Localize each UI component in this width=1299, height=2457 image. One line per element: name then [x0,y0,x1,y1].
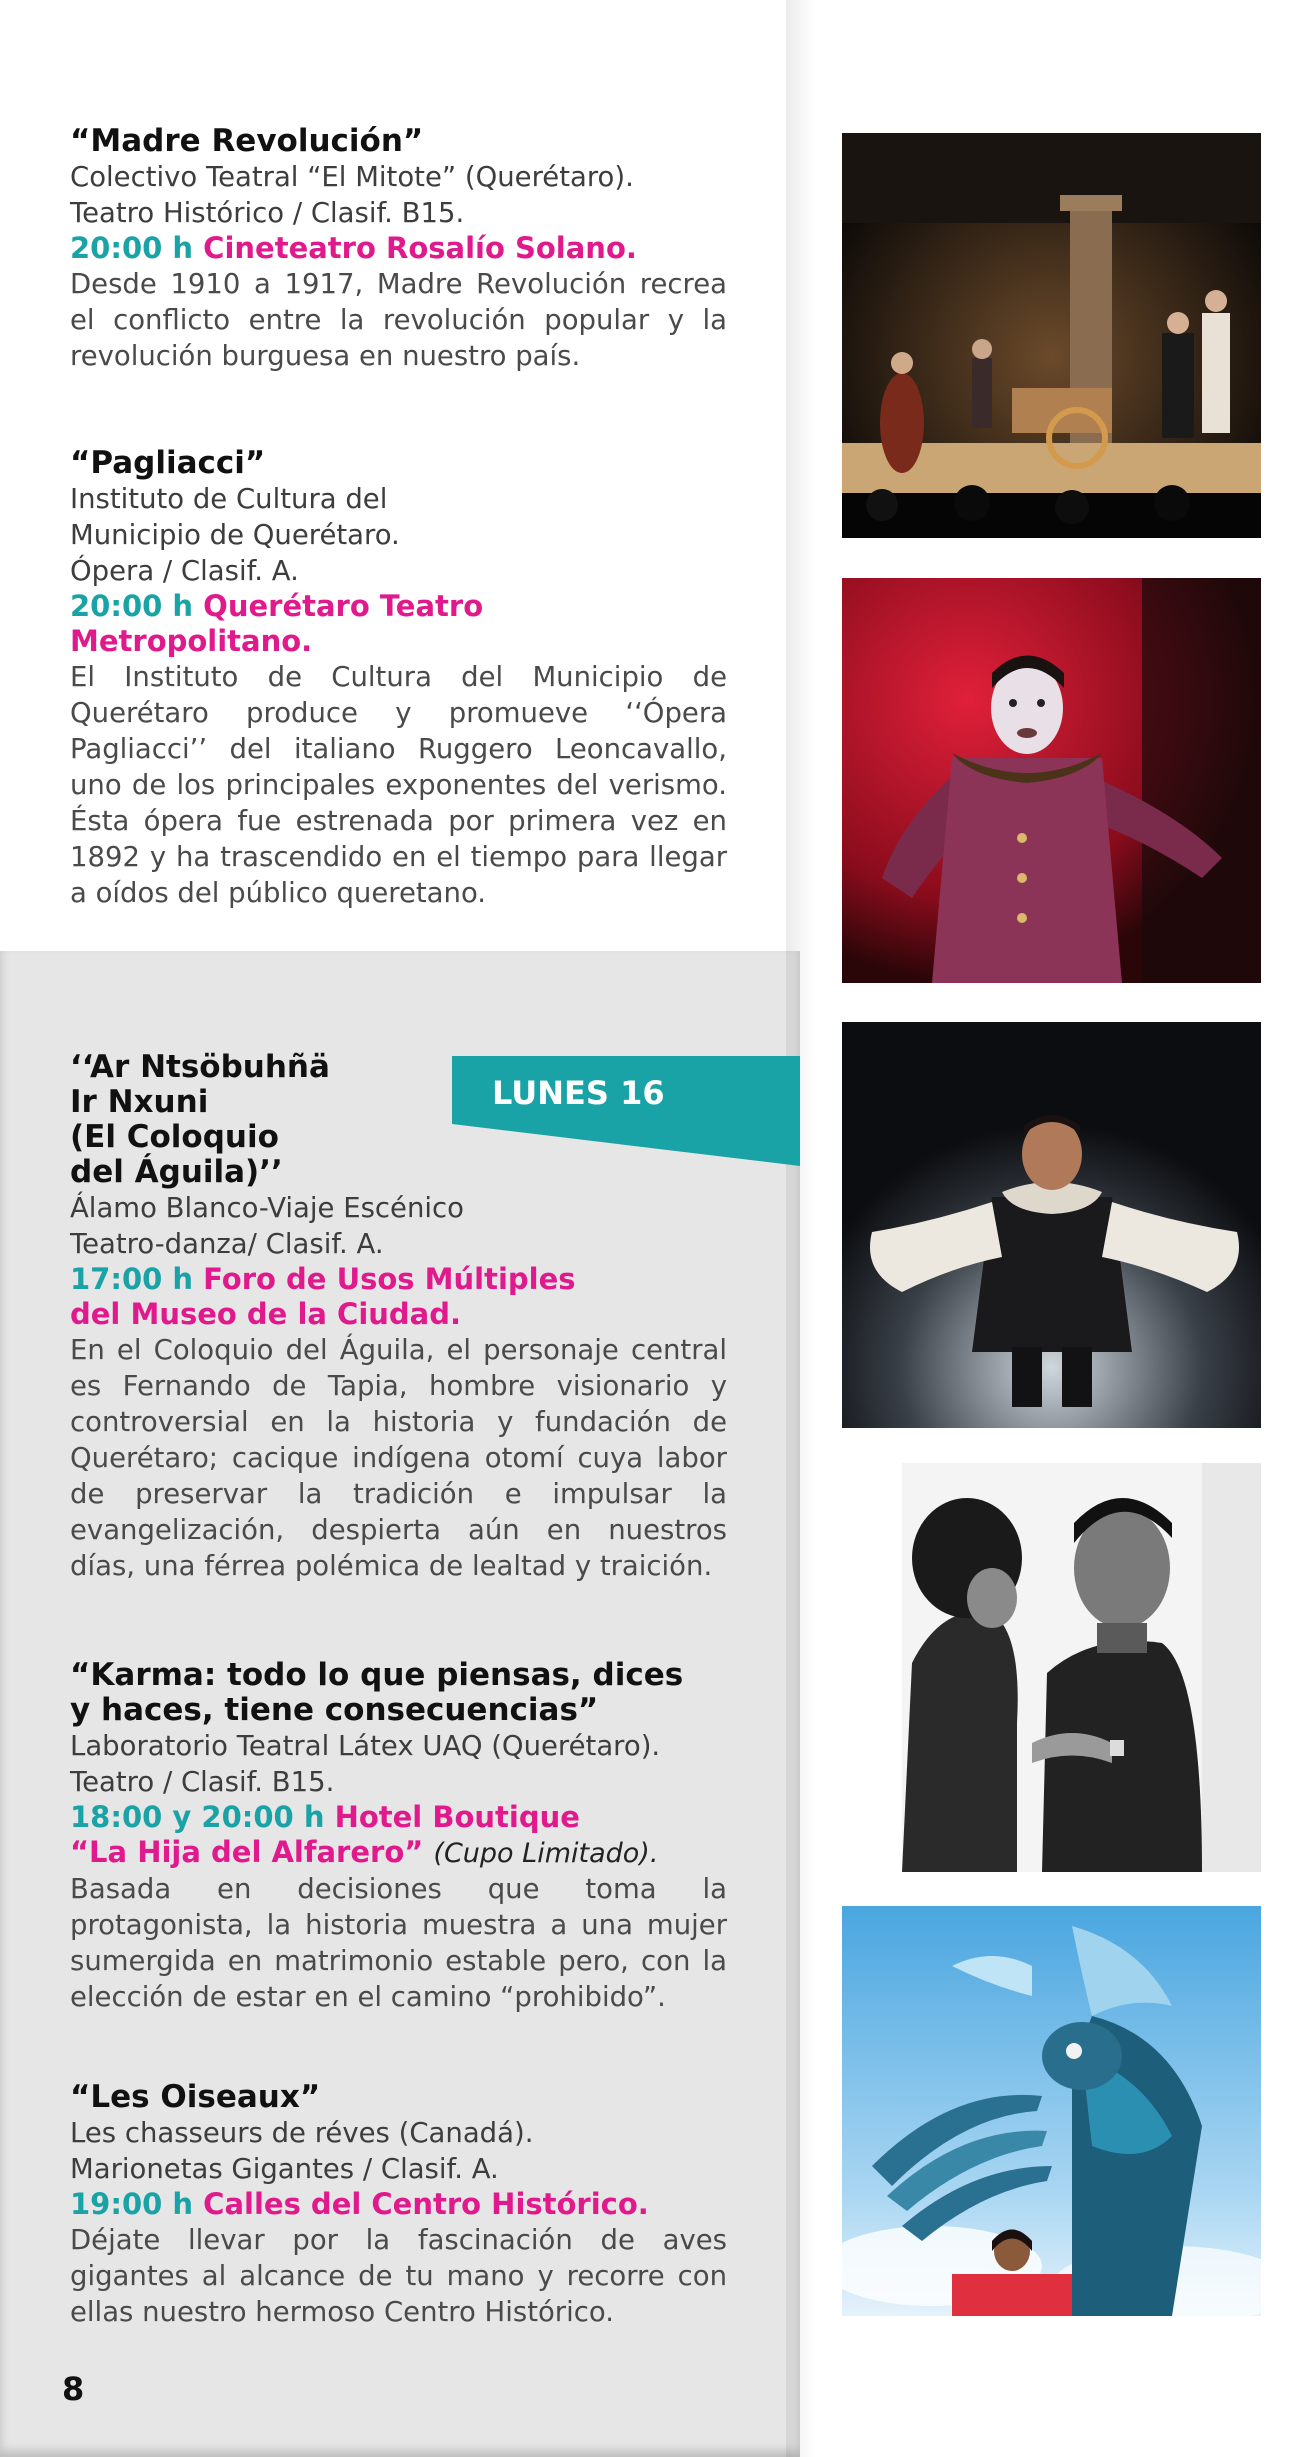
event-schedule-continued [70,1835,727,1871]
event-venue-line-1: Querétaro Teatro [203,589,484,623]
event-schedule [70,589,727,624]
event-karma [70,1658,727,2015]
event-description: El Instituto de Cultura del Municipio de Querétaro produce y promueve ‘‘Ópera Pagliacci’’ del italiano Ruggero Leoncavallo, uno de los principales exponentes del verismo. Ésta ópera fue estrenada por primera vez en 1892 y ha trascendido en el tiempo para llegar a oídos del público queretano. [70,661,727,909]
photo-pagliacci [842,578,1261,983]
event-description: Desde 1910 a 1917, Madre Revolución recrea el conflicto entre la revolución popular y la revolución burguesa en nuestro país. [70,268,727,372]
event-title-line-3: (El Coloquio [70,1119,279,1155]
photo-les-oiseaux [842,1906,1261,2316]
event-title: “Madre Revolución” [70,123,424,159]
event-genre: Teatro / Clasif. B15. [70,1766,335,1798]
event-genre: Teatro Histórico / Clasif. B15. [70,197,465,229]
page-number: 8 [62,2370,85,2408]
event-time: 17:00 h [70,1262,194,1296]
event-time: 19:00 h [70,2187,194,2221]
event-description: En el Coloquio del Águila, el personaje central es Fernando de Tapia, hombre visionario y controversial en la historia y fundación de Querétaro; cacique indígena otomí cuya labor de preservar la tradición e impulsar la evangelización, despierta aún en nuestros días, una férrea polémica de lealtad y traición. [70,1334,727,1582]
event-venue-line-2: “La Hija del Alfarero” [70,1835,424,1869]
photo-coloquio-del-aguila [842,1022,1261,1428]
event-title: “Les Oiseaux” [70,2079,321,2115]
event-title: “Pagliacci” [70,445,266,481]
event-company-line-2: Municipio de Querétaro. [70,519,400,551]
event-company: Laboratorio Teatral Látex UAQ (Querétaro). [70,1730,661,1762]
event-time: 18:00 y 20:00 h [70,1800,325,1834]
event-genre: Marionetas Gigantes / Clasif. A. [70,2153,499,2185]
event-title-line-4: del Águila)’’ [70,1154,283,1190]
event-madre-revolucion [70,124,727,374]
event-company: Colectivo Teatral “El Mitote” (Querétaro). [70,161,634,193]
photo-madre-revolucion [842,133,1261,538]
event-time: 20:00 h [70,231,194,265]
event-schedule-continued [70,624,727,659]
event-venue: Calles del Centro Histórico. [203,2187,649,2221]
event-venue: Cineteatro Rosalío Solano. [203,231,637,265]
date-banner-label: LUNES 16 [492,1074,665,1112]
event-les-oiseaux [70,2080,727,2330]
column-divider [786,0,814,2457]
photo-karma [842,1463,1261,1872]
event-venue-line-2: Metropolitano. [70,624,313,658]
event-schedule-continued [70,1297,727,1332]
event-schedule [70,1262,727,1297]
event-coloquio-del-aguila [70,1050,727,1584]
event-genre: Ópera / Clasif. A. [70,555,299,587]
event-company: Les chasseurs de réves (Canadá). [70,2117,534,2149]
event-company-line-1: Instituto de Cultura del [70,483,388,515]
event-venue-line-1: Foro de Usos Múltiples [203,1262,576,1296]
event-pagliacci [70,446,727,911]
event-title-line-1: ‘‘Ar Ntsöbuhñä [70,1049,330,1085]
event-capacity-note: (Cupo Limitado). [433,1838,659,1869]
event-title-line-2: y haces, tiene consecuencias” [70,1692,599,1728]
event-genre: Teatro-danza/ Clasif. A. [70,1228,384,1260]
event-description: Basada en decisiones que toma la protagonista, la historia muestra a una mujer sumergida en matrimonio estable pero, con la elección de estar en el camino “prohibido”. [70,1873,727,2013]
event-venue-line-2: del Museo de la Ciudad. [70,1297,462,1331]
event-time: 20:00 h [70,589,194,623]
event-schedule [70,231,727,266]
event-title-line-2: Ir Nxuni [70,1084,209,1120]
event-title-line-1: “Karma: todo lo que piensas, dices [70,1657,684,1693]
event-schedule [70,1800,727,1835]
event-company: Álamo Blanco-Viaje Escénico [70,1192,464,1224]
event-venue-line-1: Hotel Boutique [334,1800,580,1834]
event-description: Déjate llevar por la fascinación de aves gigantes al alcance de tu mano y recorre con ellas nuestro hermoso Centro Histórico. [70,2224,727,2328]
event-schedule [70,2187,727,2222]
